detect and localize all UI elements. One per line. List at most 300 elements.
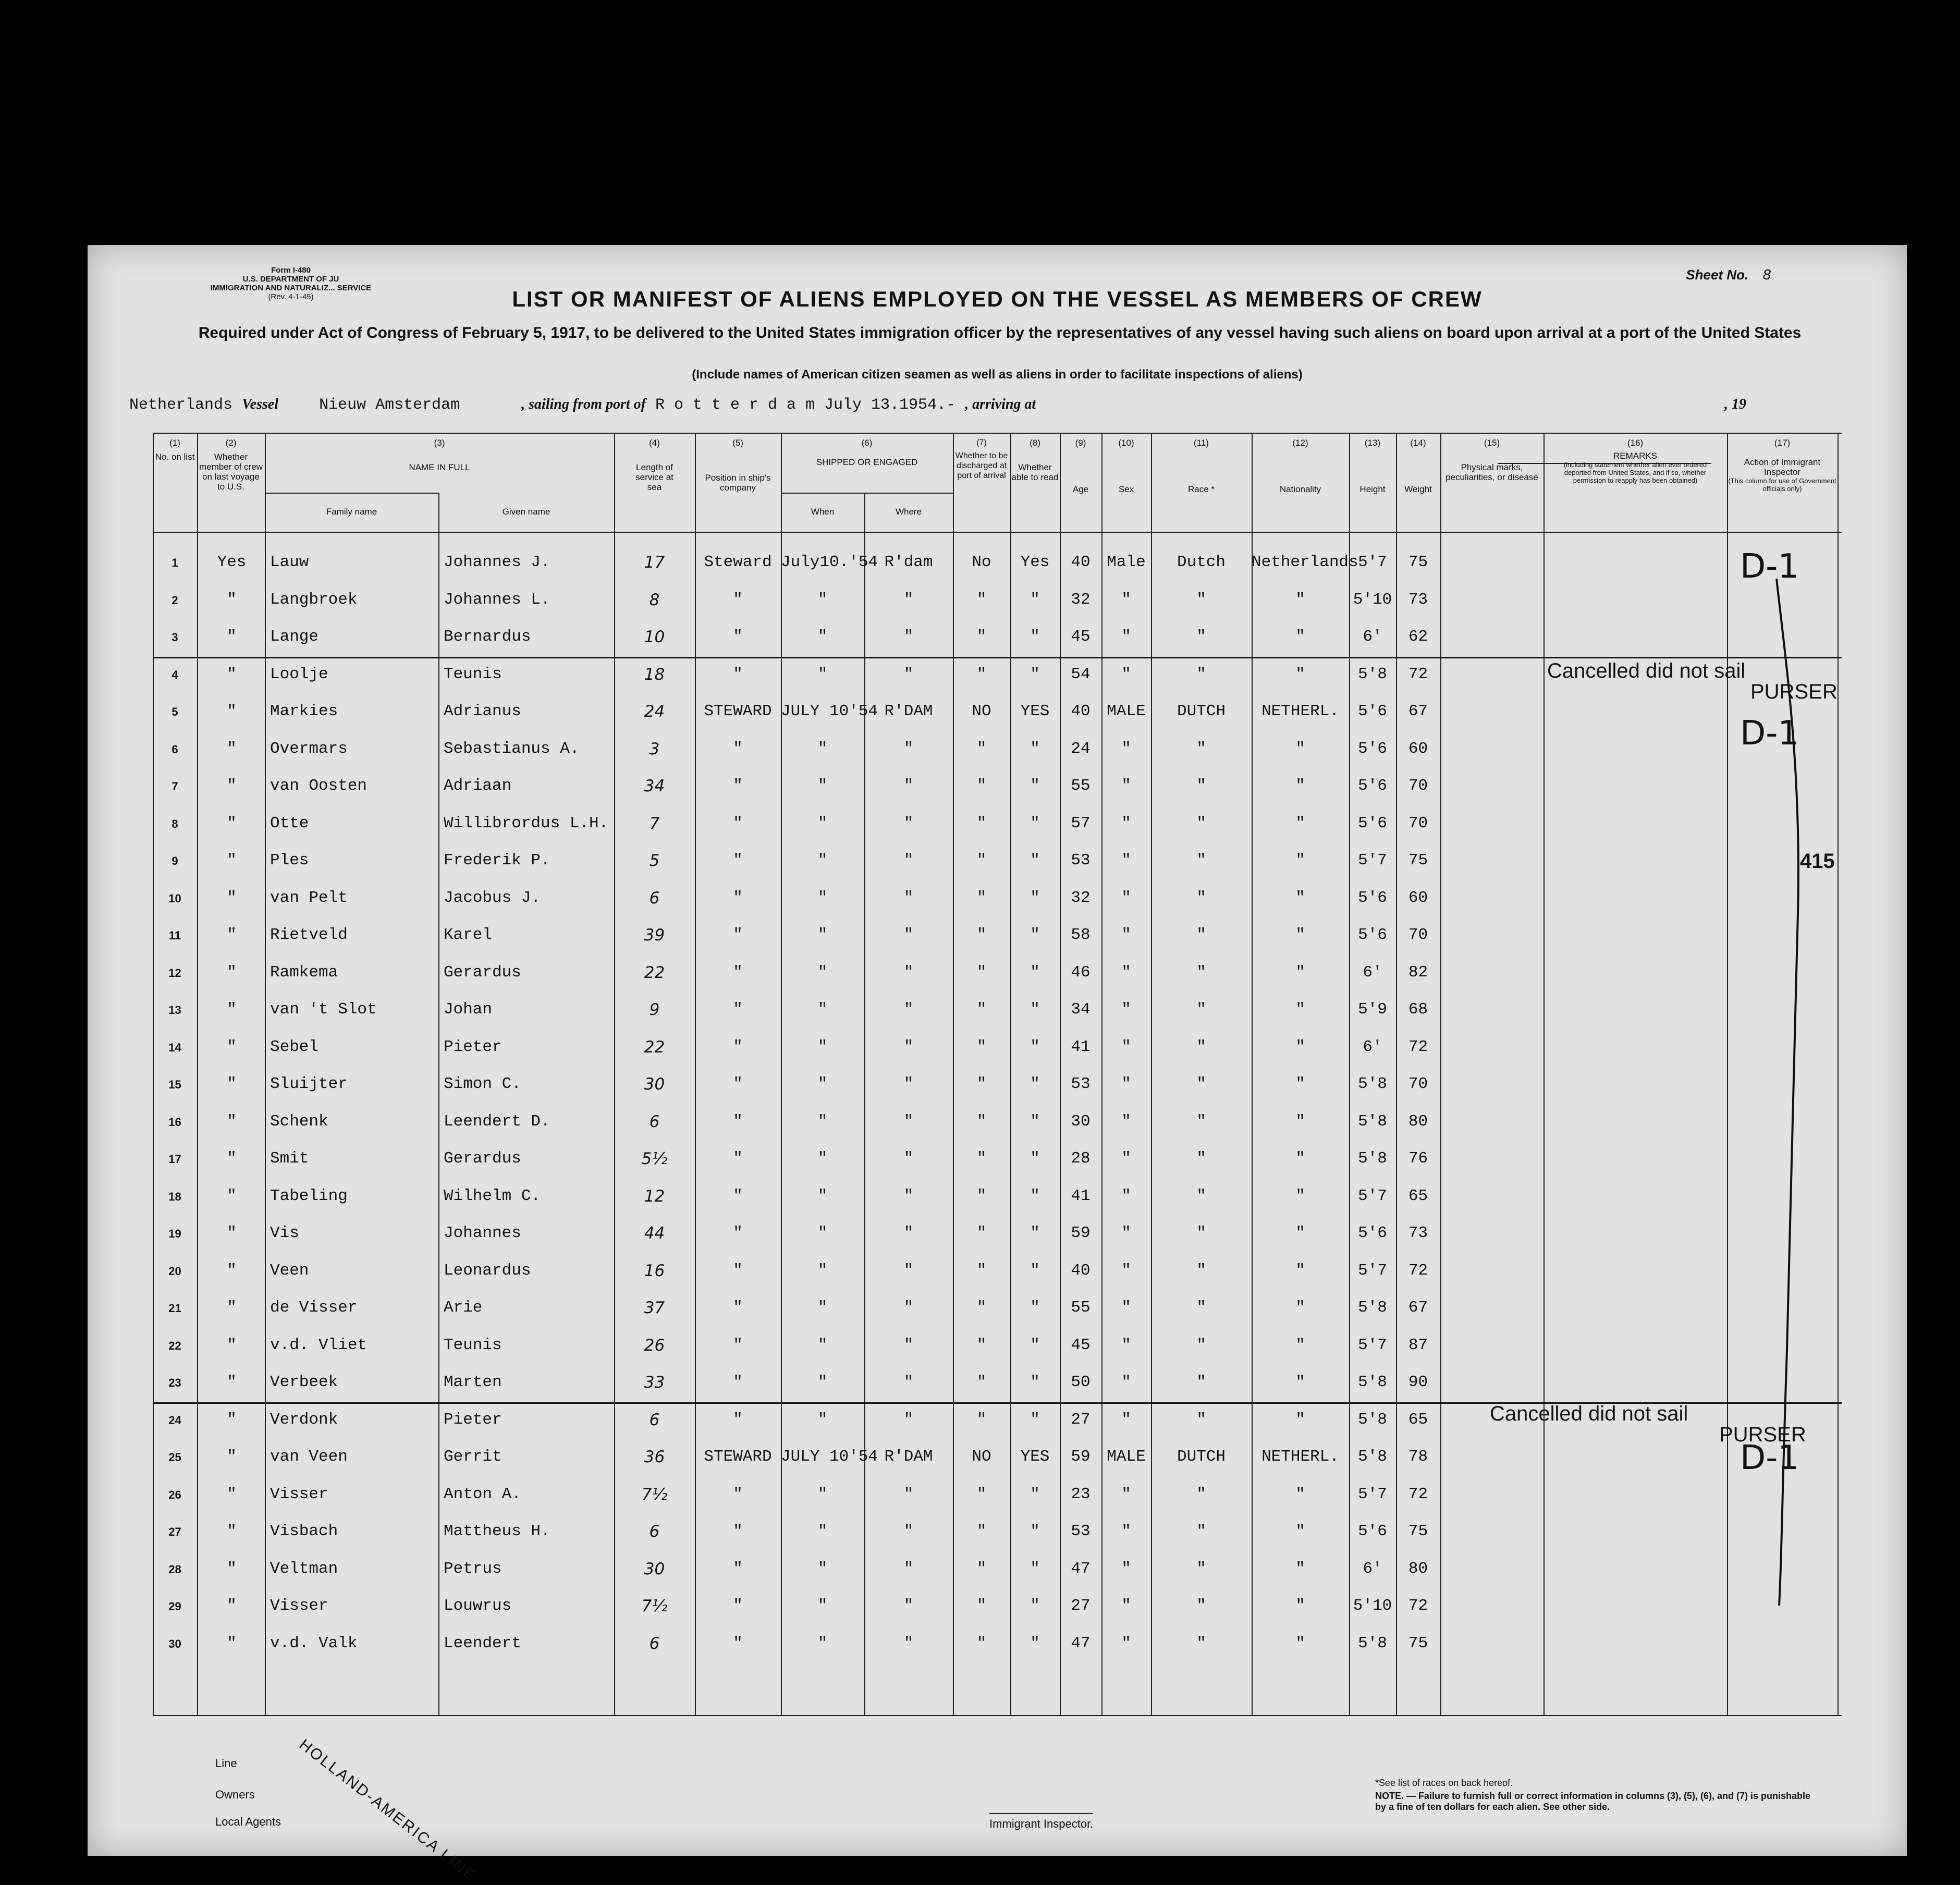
cell-position: " — [733, 777, 743, 795]
cell-crew-last-voyage: " — [227, 1261, 237, 1280]
cell-family-name: Tabeling — [270, 1186, 348, 1205]
col-race-header: (11) Race * — [1187, 438, 1215, 494]
cell-discharged: " — [976, 1000, 987, 1019]
cell-shipped-when: " — [817, 851, 828, 870]
cell-crew-last-voyage: " — [227, 1597, 237, 1615]
cell-shipped-where: " — [903, 1336, 914, 1354]
cell-crew-last-voyage: " — [227, 1522, 237, 1540]
cell-nationality: " — [1295, 1522, 1305, 1540]
cell-position: " — [733, 1485, 743, 1503]
cell-row-number: 9 — [172, 854, 178, 867]
cell-able-to-read: YES — [1020, 702, 1050, 720]
cell-weight: 75 — [1408, 1522, 1428, 1540]
cell-shipped-when: JULY 10'54 — [781, 702, 878, 720]
cell-row-number: 4 — [172, 668, 178, 681]
cell-able-to-read: " — [1030, 963, 1040, 982]
cell-crew-last-voyage: " — [227, 1037, 237, 1056]
cell-discharged: " — [976, 777, 987, 795]
col-sex-header: (10) Sex — [1118, 438, 1134, 494]
cell-length-of-service: 6 — [649, 1522, 660, 1541]
cell-shipped-when: " — [817, 1559, 828, 1578]
cell-age: 23 — [1071, 1485, 1091, 1503]
cell-nationality: " — [1295, 1224, 1305, 1242]
cell-length-of-service: 9 — [649, 1000, 660, 1019]
cell-height: 5'10 — [1353, 1597, 1392, 1615]
cell-length-of-service: 16 — [644, 1261, 665, 1280]
cell-length-of-service: 34 — [644, 777, 665, 795]
cell-race: " — [1196, 739, 1206, 758]
cell-weight: 70 — [1408, 1075, 1428, 1093]
cell-nationality: " — [1295, 1000, 1305, 1019]
cell-crew-last-voyage: " — [227, 628, 237, 646]
cell-nationality: " — [1295, 1261, 1305, 1280]
cell-position: " — [733, 963, 743, 982]
cell-shipped-when: July10.'54 — [781, 553, 878, 571]
agents-label: Local Agents — [215, 1815, 281, 1828]
col-age-header: (9) Age — [1072, 438, 1089, 494]
manifest-sheet — [88, 245, 1907, 1885]
cell-row-number: 14 — [168, 1041, 181, 1054]
cell-position: " — [733, 1299, 743, 1317]
cell-row-number: 30 — [168, 1637, 181, 1650]
cell-length-of-service: 30 — [644, 1075, 665, 1094]
cell-able-to-read: " — [1030, 851, 1040, 870]
arriving-label: , arriving at — [965, 396, 1036, 412]
cell-race: " — [1196, 888, 1206, 907]
cell-able-to-read: Yes — [1020, 553, 1050, 571]
cell-shipped-when: " — [817, 1224, 828, 1242]
vessel-nationality: Netherlands — [129, 396, 233, 414]
cell-sex: " — [1121, 1485, 1131, 1503]
cell-family-name: Veltman — [270, 1559, 338, 1578]
cell-nationality: " — [1295, 1112, 1305, 1131]
cell-discharged: " — [976, 1559, 987, 1578]
cell-row-number: 21 — [168, 1302, 181, 1315]
cell-age: 53 — [1071, 1075, 1091, 1093]
col-crew-header: (2) Whether member of crew on last voyage to U.S. — [199, 438, 263, 492]
cell-discharged: " — [976, 1261, 987, 1280]
cell-race: " — [1196, 1075, 1206, 1093]
cell-race: " — [1196, 926, 1206, 944]
cell-shipped-when: " — [817, 665, 828, 683]
inspector-signature-line — [1756, 568, 1818, 1611]
cell-sex: Male — [1107, 553, 1146, 571]
cell-crew-last-voyage: " — [227, 1410, 237, 1429]
table-row — [153, 768, 1842, 806]
cell-age: 46 — [1071, 963, 1091, 982]
cell-discharged: " — [976, 1224, 987, 1242]
cell-age: 41 — [1071, 1037, 1091, 1056]
cell-height: 5'7 — [1358, 1485, 1387, 1503]
vessel-name: Nieuw Amsterdam — [319, 396, 460, 414]
cell-age: 24 — [1071, 739, 1091, 758]
table-row — [153, 619, 1842, 657]
cell-nationality: " — [1295, 1336, 1305, 1354]
cell-height: 6' — [1363, 963, 1382, 982]
cell-crew-last-voyage: " — [227, 1373, 237, 1391]
cell-nationality: " — [1295, 926, 1305, 944]
cell-nationality: " — [1295, 628, 1305, 646]
cell-given-name: Johan — [444, 1000, 493, 1019]
cell-able-to-read: " — [1030, 1261, 1040, 1280]
cell-nationality: NETHERL. — [1261, 1448, 1339, 1466]
cell-length-of-service: 6 — [649, 888, 660, 908]
cell-able-to-read: " — [1030, 1485, 1040, 1503]
cell-nationality: " — [1295, 1634, 1305, 1653]
cell-given-name: Pieter — [444, 1037, 502, 1056]
cell-nationality: " — [1295, 1485, 1305, 1503]
cell-family-name: van Oosten — [270, 777, 368, 795]
cell-sex: " — [1121, 590, 1131, 609]
cell-position: Steward — [704, 553, 772, 571]
table-row — [153, 1253, 1842, 1291]
cell-weight: 75 — [1408, 553, 1428, 571]
cell-shipped-when: " — [817, 888, 828, 907]
cell-age: 27 — [1071, 1410, 1091, 1429]
table-row — [153, 917, 1842, 955]
cell-nationality: " — [1295, 1597, 1305, 1615]
cell-shipped-where: " — [903, 1224, 914, 1242]
sheet-number — [1686, 267, 1771, 283]
cell-row-number: 19 — [168, 1227, 181, 1240]
cell-family-name: Visbach — [270, 1522, 338, 1540]
cell-sex: " — [1121, 1261, 1131, 1280]
inspector-signature-label: Immigrant Inspector. — [989, 1813, 1093, 1831]
cell-shipped-where: " — [903, 1149, 914, 1168]
cell-given-name: Gerrit — [444, 1448, 502, 1466]
cell-given-name: Adriaan — [444, 777, 512, 795]
cell-shipped-when: " — [817, 590, 828, 609]
cell-weight: 70 — [1408, 814, 1428, 833]
cell-shipped-where: " — [903, 963, 914, 982]
cell-family-name: Lauw — [270, 553, 309, 571]
cell-length-of-service: 22 — [644, 1037, 665, 1057]
cell-age: 34 — [1071, 1000, 1091, 1019]
cell-race: " — [1196, 1112, 1206, 1131]
cell-position: " — [733, 1410, 743, 1429]
cell-given-name: Gerardus — [444, 963, 521, 982]
cell-given-name: Leendert D. — [444, 1112, 550, 1131]
cell-given-name: Jacobus J. — [444, 888, 541, 907]
cell-discharged: " — [976, 814, 987, 833]
cell-family-name: Otte — [270, 814, 309, 833]
cell-age: 41 — [1071, 1186, 1091, 1205]
cell-row-number: 27 — [168, 1525, 181, 1538]
cell-discharged: No — [972, 553, 991, 571]
cell-shipped-where: " — [903, 814, 914, 833]
table-row — [153, 1290, 1842, 1328]
cell-length-of-service: 30 — [644, 1559, 665, 1578]
cell-shipped-where: " — [903, 1522, 914, 1540]
cell-family-name: Sluijter — [270, 1075, 348, 1093]
table-row — [153, 694, 1842, 731]
cell-length-of-service: 44 — [644, 1224, 665, 1243]
cell-weight: 76 — [1408, 1149, 1428, 1168]
cell-given-name: Leendert — [444, 1634, 521, 1653]
cell-given-name: Louwrus — [444, 1597, 512, 1615]
cell-given-name: Wilhelm C. — [444, 1186, 541, 1205]
cell-age: 53 — [1071, 1522, 1091, 1540]
cell-weight: 72 — [1408, 1037, 1428, 1056]
cell-length-of-service: 24 — [644, 702, 665, 721]
cell-family-name: de Visser — [270, 1299, 358, 1317]
cell-discharged: " — [976, 739, 987, 758]
cell-family-name: Sebel — [270, 1037, 319, 1056]
department: U.S. DEPARTMENT OF JU — [242, 275, 339, 284]
cell-sex: " — [1121, 1336, 1131, 1354]
cell-shipped-where: " — [903, 1485, 914, 1503]
cell-height: 5'8 — [1358, 1299, 1387, 1317]
cell-family-name: van Veen — [270, 1448, 348, 1466]
cell-position: " — [733, 1336, 743, 1354]
cell-shipped-where: " — [903, 888, 914, 907]
cell-discharged: " — [976, 1186, 987, 1205]
cell-shipped-where: " — [903, 1410, 914, 1429]
cell-weight: 78 — [1408, 1448, 1428, 1466]
cell-race: " — [1196, 851, 1206, 870]
cell-given-name: Johannes — [444, 1224, 521, 1242]
cell-row-number: 6 — [172, 742, 178, 756]
table-row — [153, 1030, 1842, 1067]
purser-label-2: PURSER — [1719, 1423, 1806, 1446]
cell-able-to-read: " — [1030, 1373, 1040, 1391]
cell-able-to-read: " — [1030, 628, 1040, 646]
cell-sex: " — [1121, 1149, 1131, 1168]
cell-family-name: Verdonk — [270, 1410, 338, 1429]
cell-family-name: Schenk — [270, 1112, 328, 1131]
cell-discharged: " — [976, 1634, 987, 1653]
cell-crew-last-voyage: " — [227, 1000, 237, 1019]
cell-row-number: 20 — [168, 1264, 181, 1278]
cell-discharged: " — [976, 1112, 987, 1131]
cell-age: 28 — [1071, 1149, 1091, 1168]
sheet-label: Sheet No. — [1686, 267, 1749, 283]
cell-discharged: " — [976, 628, 987, 646]
cell-nationality: " — [1295, 814, 1305, 833]
cell-height: 5'7 — [1358, 851, 1387, 870]
cell-shipped-where: " — [903, 926, 914, 944]
cell-given-name: Pieter — [444, 1410, 502, 1429]
cell-race: " — [1196, 1224, 1206, 1242]
cell-nationality: " — [1295, 777, 1305, 795]
vessel-label: Vessel — [242, 396, 279, 412]
cell-shipped-when: " — [817, 1261, 828, 1280]
cell-sex: " — [1121, 814, 1131, 833]
cell-length-of-service: 6 — [649, 1410, 660, 1429]
cell-row-number: 25 — [168, 1451, 181, 1464]
cell-able-to-read: " — [1030, 1410, 1040, 1429]
table-row — [153, 1514, 1842, 1551]
cell-row-number: 18 — [168, 1190, 181, 1203]
cell-row-number: 15 — [168, 1078, 181, 1091]
table-row — [153, 955, 1842, 993]
cell-height: 5'6 — [1358, 702, 1387, 720]
cell-sex: " — [1121, 1000, 1131, 1019]
col-remarks-header: (16) REMARKS (including statement whether alien ever ordered deported from United States, and if so, whether permission to reapply has been obtained) — [1563, 438, 1707, 484]
cell-race: " — [1196, 1261, 1206, 1280]
cell-position: " — [733, 590, 743, 609]
cell-row-number: 10 — [168, 891, 181, 905]
cell-shipped-where: " — [903, 665, 914, 683]
cell-sex: " — [1121, 1037, 1131, 1056]
cell-shipped-when: " — [817, 1149, 828, 1168]
cell-row-number: 26 — [168, 1488, 181, 1501]
cell-given-name: Adrianus — [444, 702, 521, 720]
cell-age: 40 — [1071, 553, 1091, 571]
cell-row-number: 22 — [168, 1339, 181, 1352]
table-row — [153, 545, 1842, 582]
cell-age: 54 — [1071, 665, 1091, 683]
cell-able-to-read: " — [1030, 1224, 1040, 1242]
cell-able-to-read: " — [1030, 1037, 1040, 1056]
cell-family-name: Visser — [270, 1485, 328, 1503]
table-row — [153, 1477, 1842, 1514]
cell-age: 30 — [1071, 1112, 1091, 1131]
cell-discharged: " — [976, 665, 987, 683]
cell-age: 58 — [1071, 926, 1091, 944]
cell-family-name: v.d. Vliet — [270, 1336, 368, 1354]
cell-shipped-where: " — [903, 1037, 914, 1056]
table-row — [153, 1141, 1842, 1179]
cell-sex: " — [1121, 1373, 1131, 1391]
cell-length-of-service: 17 — [644, 553, 665, 572]
cell-length-of-service: 22 — [644, 963, 665, 982]
cell-race: " — [1196, 963, 1206, 982]
cell-shipped-where: " — [903, 1112, 914, 1131]
cell-given-name: Teunis — [444, 665, 502, 683]
cell-given-name: Anton A. — [444, 1485, 521, 1503]
table-row — [153, 1104, 1842, 1142]
cell-discharged: " — [976, 926, 987, 944]
cell-able-to-read: " — [1030, 888, 1040, 907]
cell-nationality: " — [1295, 739, 1305, 758]
cell-age: 59 — [1071, 1224, 1091, 1242]
cell-able-to-read: " — [1030, 1336, 1040, 1354]
cell-able-to-read: " — [1030, 1522, 1040, 1540]
table-row — [153, 1179, 1842, 1216]
cell-nationality: " — [1295, 590, 1305, 609]
cell-height: 5'6 — [1358, 888, 1387, 907]
table-row — [153, 880, 1842, 918]
cell-weight: 82 — [1408, 963, 1428, 982]
cell-shipped-where: " — [903, 851, 914, 870]
cell-crew-last-voyage: " — [227, 1075, 237, 1093]
sheet-value: 8 — [1762, 267, 1771, 283]
cell-height: 5'8 — [1358, 1149, 1387, 1168]
cell-height: 5'10 — [1353, 590, 1392, 609]
cell-weight: 75 — [1408, 851, 1428, 870]
cell-able-to-read: " — [1030, 1299, 1040, 1317]
cell-shipped-where: " — [903, 777, 914, 795]
cell-sex: " — [1121, 1299, 1131, 1317]
cell-sex: " — [1121, 1559, 1131, 1578]
cell-shipped-when: " — [817, 1075, 828, 1093]
cell-shipped-when: " — [817, 814, 828, 833]
cell-position: " — [733, 1597, 743, 1615]
cell-family-name: Ramkema — [270, 963, 338, 982]
page-title: LIST OR MANIFEST OF ALIENS EMPLOYED ON THE VESSEL AS MEMBERS OF CREW — [512, 287, 1483, 311]
cell-weight: 70 — [1408, 777, 1428, 795]
cell-sex: MALE — [1107, 1448, 1146, 1466]
table-row — [153, 1365, 1842, 1402]
cell-length-of-service: 39 — [644, 926, 665, 945]
cell-nationality: " — [1295, 1299, 1305, 1317]
cell-age: 55 — [1071, 1299, 1091, 1317]
purser-label-1: PURSER — [1750, 680, 1838, 703]
cell-sex: " — [1121, 1410, 1131, 1429]
col-service-header: (4) Length of service at sea — [635, 438, 673, 492]
table-row — [153, 1439, 1842, 1477]
table-row — [153, 992, 1842, 1030]
cell-position: " — [733, 1559, 743, 1578]
cell-shipped-when: " — [817, 628, 828, 646]
form-number: Form I-480 — [271, 266, 311, 275]
cell-length-of-service: 33 — [644, 1373, 665, 1392]
cell-height: 5'6 — [1358, 814, 1387, 833]
cell-age: 45 — [1071, 1336, 1091, 1354]
cell-race: " — [1196, 1037, 1206, 1056]
cell-length-of-service: 10 — [644, 628, 665, 646]
cell-height: 5'8 — [1358, 1112, 1387, 1131]
cell-given-name: Gerardus — [444, 1149, 521, 1168]
cell-row-number: 8 — [172, 817, 178, 830]
cell-shipped-when: " — [817, 1000, 828, 1019]
sailing-port: R o t t e r d a m July 13.1954.- — [655, 396, 956, 414]
cell-nationality: " — [1295, 1559, 1305, 1578]
cell-race: " — [1196, 1522, 1206, 1540]
races-note: *See list of races on back hereof. — [1375, 1778, 1513, 1788]
col-when-header: When — [811, 507, 835, 517]
col-weight-header: (14) Weight — [1404, 438, 1432, 494]
cell-age: 40 — [1071, 702, 1091, 720]
cell-race: " — [1196, 777, 1206, 795]
cell-length-of-service: 37 — [644, 1299, 665, 1317]
cell-weight: 65 — [1408, 1186, 1428, 1205]
cell-height: 6' — [1363, 628, 1382, 646]
cell-race: " — [1196, 1634, 1206, 1653]
cell-weight: 60 — [1408, 888, 1428, 907]
cell-race: " — [1196, 1336, 1206, 1354]
cell-height: 6' — [1363, 1037, 1382, 1056]
cell-position: " — [733, 888, 743, 907]
cell-shipped-when: " — [817, 1336, 828, 1354]
holland-america-stamp: HOLLAND-AMERICA LINE — [296, 1736, 480, 1885]
cell-height: 5'7 — [1358, 1336, 1387, 1354]
col-where-header: Where — [895, 507, 922, 517]
cell-crew-last-voyage: Yes — [217, 553, 247, 571]
cell-position: " — [733, 665, 743, 683]
cell-able-to-read: " — [1030, 1186, 1040, 1205]
cell-shipped-when: " — [817, 1112, 828, 1131]
cell-given-name: Marten — [444, 1373, 502, 1391]
cell-nationality: " — [1295, 1037, 1305, 1056]
cell-discharged: NO — [972, 1448, 991, 1466]
cell-position: " — [733, 1634, 743, 1653]
cell-sex: " — [1121, 665, 1131, 683]
cell-shipped-when: " — [817, 1186, 828, 1205]
cell-discharged: " — [976, 1522, 987, 1540]
cell-row-number: 7 — [172, 780, 178, 793]
cell-family-name: Overmars — [270, 739, 348, 758]
cell-height: 5'7 — [1358, 553, 1387, 571]
vessel-line — [129, 396, 1849, 414]
cell-shipped-when: " — [817, 777, 828, 795]
table-row — [153, 1588, 1842, 1626]
cell-age: 47 — [1071, 1559, 1091, 1578]
cell-able-to-read: " — [1030, 590, 1040, 609]
cell-family-name: Rietveld — [270, 926, 348, 944]
cell-discharged: " — [976, 851, 987, 870]
